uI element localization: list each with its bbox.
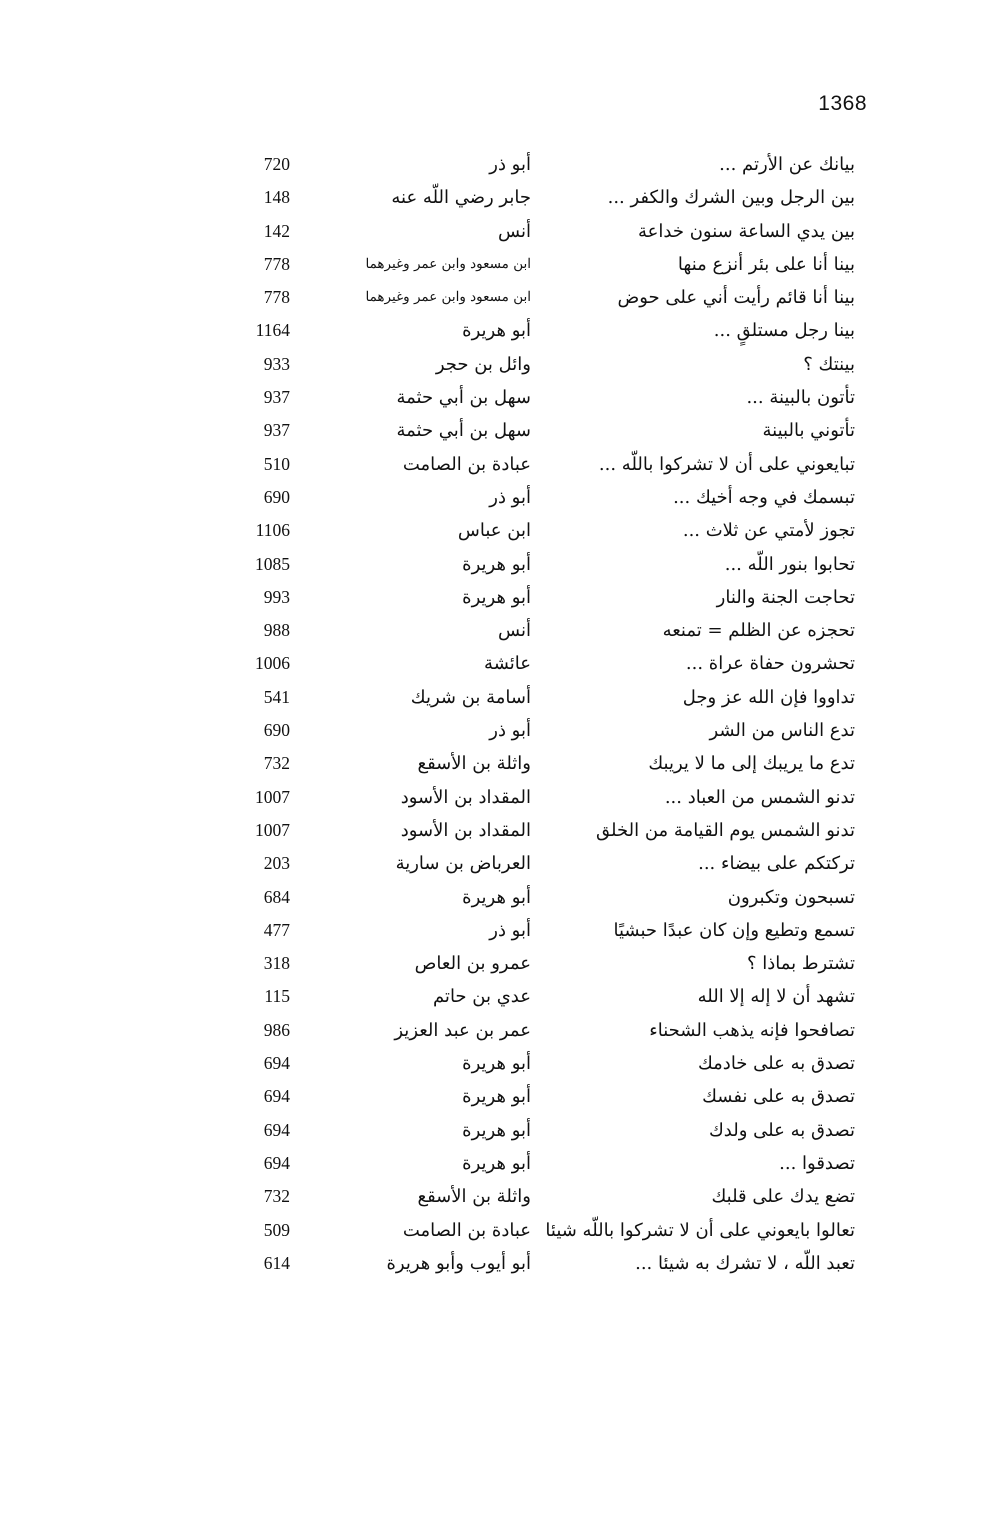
page-reference: 993 <box>263 586 290 607</box>
hadith-text: تصافحوا فإنه يذهب الشحناء <box>649 1019 855 1041</box>
narrator-name: أبو هريرة <box>462 1053 531 1075</box>
narrator-name: أبو هريرة <box>462 886 531 908</box>
index-row <box>0 581 986 614</box>
page-reference: 142 <box>263 220 290 241</box>
page-reference: 937 <box>263 420 290 441</box>
page-reference: 986 <box>263 1019 290 1040</box>
hadith-text: تبايعوني على أن لا تشركوا باللّه ... <box>598 453 855 475</box>
narrator-name: سهل بن أبي حثمة <box>396 420 531 442</box>
hadith-text: تأتون بالبينة ... <box>746 387 855 409</box>
hadith-text: بينا أنا قائم رأيت أني على حوض <box>617 287 855 309</box>
hadith-text: تعبد اللّه ، لا تشرك به شيئا ... <box>635 1252 855 1274</box>
hadith-text: تسبحون وتكبرون <box>727 886 855 908</box>
page-reference: 1007 <box>255 786 290 807</box>
hadith-text: بينتك ؟ <box>803 353 855 375</box>
index-row <box>0 647 986 680</box>
hadith-text: تبسمك في وجه أخيك ... <box>673 486 855 508</box>
page-reference: 937 <box>263 387 290 408</box>
narrator-name: العرباض بن سارية <box>395 853 531 875</box>
hadith-text: بين الرجل وبين الشرك والكفر ... <box>607 187 855 209</box>
index-row <box>0 348 986 381</box>
narrator-name: أسامة بن شريك <box>410 686 531 708</box>
page-reference: 1106 <box>255 520 290 541</box>
narrator-name: أبو هريرة <box>462 1152 531 1174</box>
index-row <box>0 548 986 581</box>
narrator-name: عمر بن عبد العزيز <box>394 1019 531 1041</box>
narrator-name: وائل بن حجر <box>435 353 531 375</box>
page-reference: 115 <box>264 986 290 1007</box>
index-row <box>0 381 986 414</box>
narrator-name: سهل بن أبي حثمة <box>396 387 531 409</box>
narrator-name: جابر رضي اللّه عنه <box>391 187 531 209</box>
narrator-name: أبو ذر <box>489 919 531 941</box>
page-reference: 694 <box>263 1053 290 1074</box>
narrator-name: أبو هريرة <box>462 553 531 575</box>
index-row <box>0 181 986 214</box>
index-row <box>0 847 986 880</box>
index-row <box>0 1014 986 1047</box>
hadith-text: تأتوني بالبينة <box>762 420 855 442</box>
page-reference: 720 <box>263 154 290 174</box>
index-row <box>0 1247 986 1280</box>
index-row <box>0 1114 986 1147</box>
index-row <box>0 481 986 514</box>
narrator-name: أبو هريرة <box>462 320 531 342</box>
hadith-text: تحاجت الجنة والنار <box>716 586 855 608</box>
page-reference: 732 <box>263 753 290 774</box>
index-row <box>0 148 986 181</box>
page-reference: 778 <box>263 287 290 308</box>
hadith-text: تدع ما يريبك إلى ما لا يريبك <box>648 753 855 775</box>
page-reference: 690 <box>263 720 290 741</box>
page-reference: 1085 <box>255 553 290 574</box>
narrator-name: ابن مسعود وابن عمر وغيرهما <box>365 289 531 306</box>
hadith-text: بيانك عن الأرتم ... <box>719 154 855 175</box>
hadith-text: تضع يدك على قلبك <box>711 1186 855 1208</box>
page-reference: 203 <box>263 853 290 874</box>
index-row <box>0 980 986 1013</box>
narrator-name: المقداد بن الأسود <box>400 786 531 808</box>
page-reference: 694 <box>263 1119 290 1140</box>
narrator-name: عبادة بن الصامت <box>402 1219 531 1241</box>
hadith-text: تسمع وتطيع وإن كان عبدًا حبشيًا <box>613 919 855 941</box>
hadith-text: تحابوا بنور اللّه ... <box>724 553 855 575</box>
narrator-name: ابن مسعود وابن عمر وغيرهما <box>365 255 531 272</box>
narrator-name: أبو هريرة <box>462 1119 531 1141</box>
hadith-text: تدع الناس من الشر <box>709 720 855 742</box>
index-row <box>0 1080 986 1113</box>
index-row <box>0 781 986 814</box>
narrator-name: ابن عباس <box>457 520 531 542</box>
index-row <box>0 747 986 780</box>
page-reference: 510 <box>263 453 290 474</box>
hadith-text: تحشرون حفاة عراة ... <box>685 653 855 675</box>
narrator-name: أبو أيوب وأبو هريرة <box>386 1252 531 1274</box>
page-reference: 1164 <box>255 320 290 341</box>
narrator-name: عمرو بن العاص <box>414 953 531 975</box>
page-reference: 690 <box>263 486 290 507</box>
index-row <box>0 947 986 980</box>
index-row <box>0 714 986 747</box>
hadith-text: تدنو الشمس من العباد ... <box>664 786 855 808</box>
index-row <box>0 914 986 947</box>
hadith-text: بينا رجل مستلقٍ ... <box>713 320 855 342</box>
page-reference: 1007 <box>255 819 290 840</box>
index-row <box>0 881 986 914</box>
page-reference: 509 <box>263 1219 290 1240</box>
index-row <box>0 1180 986 1213</box>
index-row <box>0 281 986 314</box>
hadith-text: بين يدي الساعة سنون خداعة <box>638 220 855 242</box>
hadith-text: تحجزه عن الظلم = تمنعه <box>662 620 855 642</box>
hadith-text: تدنو الشمس يوم القيامة من الخلق <box>596 819 855 841</box>
page-reference: 148 <box>263 187 290 208</box>
narrator-name: واثلة بن الأسقع <box>417 1186 531 1208</box>
narrator-name: أبو ذر <box>489 720 531 742</box>
index-row <box>0 814 986 847</box>
page-reference: 541 <box>263 686 290 707</box>
page-reference: 614 <box>263 1252 290 1273</box>
page-reference: 1006 <box>255 653 290 674</box>
narrator-name: عبادة بن الصامت <box>402 453 531 475</box>
page-reference: 684 <box>263 886 290 907</box>
page-reference: 477 <box>263 919 290 940</box>
index-row <box>0 614 986 647</box>
hadith-text: تصدق به على خادمك <box>698 1053 855 1075</box>
index-row <box>0 1047 986 1080</box>
page-number: 1368 <box>818 92 867 115</box>
page-reference: 318 <box>263 953 290 974</box>
index-row <box>0 1147 986 1180</box>
page-reference: 694 <box>263 1152 290 1173</box>
page-reference: 988 <box>263 620 290 641</box>
narrator-name: أبو ذر <box>489 486 531 508</box>
hadith-text: تصدق به على ولدك <box>708 1119 855 1141</box>
page-reference: 732 <box>263 1186 290 1207</box>
narrator-name: عائشة <box>484 653 531 675</box>
page-reference: 778 <box>263 253 290 274</box>
hadith-text: تداووا فإن الله عز وجل <box>682 686 855 708</box>
hadith-text: تصدق به على نفسك <box>702 1086 855 1108</box>
hadith-text: تعالوا بايعوني على أن لا تشركوا باللّه شيئا <box>545 1219 855 1241</box>
hadith-text: تشترط بماذا ؟ <box>747 953 855 975</box>
page-reference: 933 <box>263 353 290 374</box>
narrator-name: عدي بن حاتم <box>432 986 531 1008</box>
hadith-text: تجوز لأمتي عن ثلاث ... <box>682 520 855 542</box>
index-row <box>0 248 986 281</box>
hadith-text: تركتكم على بيضاء ... <box>698 853 855 875</box>
index-row <box>0 215 986 248</box>
narrator-name: أبو هريرة <box>462 586 531 608</box>
hadith-index-list <box>0 148 986 1280</box>
index-row <box>0 514 986 547</box>
index-row <box>0 1214 986 1247</box>
index-row <box>0 414 986 447</box>
narrator-name: أنس <box>498 220 531 242</box>
narrator-name: المقداد بن الأسود <box>400 819 531 841</box>
page-reference: 694 <box>263 1086 290 1107</box>
index-row <box>0 314 986 347</box>
index-row <box>0 448 986 481</box>
narrator-name: واثلة بن الأسقع <box>417 753 531 775</box>
hadith-text: تشهد أن لا إله إلا الله <box>697 986 855 1008</box>
narrator-name: أبو ذر <box>489 154 531 175</box>
narrator-name: أبو هريرة <box>462 1086 531 1108</box>
index-row <box>0 681 986 714</box>
hadith-text: بينا أنا على بئر أنزع منها <box>677 253 855 275</box>
hadith-text: تصدقوا ... <box>779 1152 855 1174</box>
narrator-name: أنس <box>498 620 531 642</box>
